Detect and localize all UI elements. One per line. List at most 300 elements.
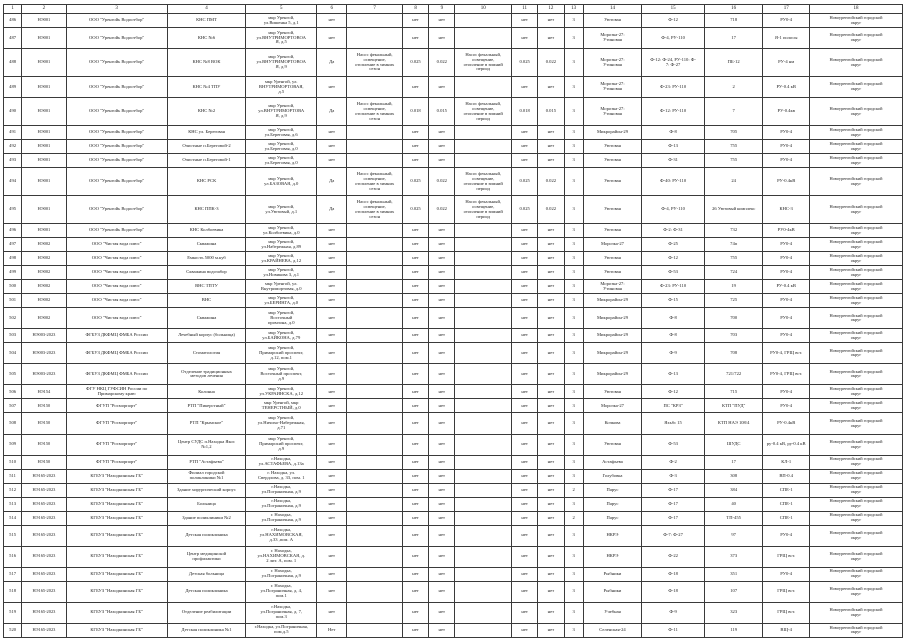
- table-cell: 3: [564, 343, 583, 364]
- table-cell: Новоуренгойский городской округ: [809, 581, 902, 602]
- table-row: [4, 14, 903, 28]
- table-cell: Рыбники: [583, 567, 642, 581]
- table-cell: Емкость 5000 м.куб: [167, 252, 246, 266]
- header-row: [4, 5, 903, 14]
- table-cell: Насос фекальный, освещение, отопление в зимний период: [455, 168, 512, 196]
- table-cell: Новоуренгойский городской округ: [809, 343, 902, 364]
- table-cell: мкр Уренгой, ул.Колбоевика, д.0: [246, 224, 317, 238]
- table-cell: нет: [317, 140, 347, 154]
- table-cell: 508: [4, 413, 22, 434]
- table-cell: НЭ165-2023: [22, 483, 66, 497]
- table-cell: Кочкова: [583, 413, 642, 434]
- table-cell: Новоуренгойский городской округ: [809, 497, 902, 511]
- table-cell: нет: [512, 154, 538, 168]
- table-row: [4, 196, 903, 224]
- table-cell: Ф-3: [642, 469, 705, 483]
- table-cell: Новоуренгойский городской округ: [809, 525, 902, 546]
- table-cell: мкр Уренгой, ул.БАЙКОНА, д.79: [246, 329, 317, 343]
- table-cell: [455, 329, 512, 343]
- table-cell: 3: [564, 399, 583, 413]
- table-cell: мкр Уренгой, ул.Уютовый, д.1: [246, 196, 317, 224]
- table-cell: нет: [512, 343, 538, 364]
- table-cell: ООО "Чистая вода плюс": [66, 280, 167, 294]
- table-cell: Очистные п.Береговой-2: [167, 140, 246, 154]
- table-cell: [455, 266, 512, 280]
- registry-body: [4, 5, 903, 638]
- table-cell: мкр Уренгой, Примарский проспект, д.12, пом.1: [246, 343, 317, 364]
- table-cell: г.Находка, ул.Пограничная, д. 7, пом.3: [246, 602, 317, 623]
- table-cell: НЭ150: [22, 434, 66, 455]
- table-cell: Да: [317, 49, 347, 77]
- table-cell: нет: [317, 77, 347, 98]
- table-cell: КНС ПМТ: [167, 14, 246, 28]
- table-cell: [347, 567, 403, 581]
- table-cell: нет: [429, 343, 455, 364]
- table-cell: нет: [538, 602, 564, 623]
- table-cell: ФГБУЗ ДКФМЦ ФМБА России: [66, 343, 167, 364]
- table-cell: нет: [512, 567, 538, 581]
- table-cell: нет: [402, 413, 428, 434]
- table-cell: нет: [317, 546, 347, 567]
- table-cell: нет: [402, 343, 428, 364]
- table-cell: нет: [402, 280, 428, 294]
- table-cell: [455, 399, 512, 413]
- table-cell: Детская поликлиника: [167, 581, 246, 602]
- table-cell: 0.025: [512, 49, 538, 77]
- table-cell: нет: [317, 434, 347, 455]
- table-cell: 725: [704, 294, 763, 308]
- table-cell: нет: [512, 399, 538, 413]
- table-cell: нет: [429, 28, 455, 49]
- table-cell: нет: [538, 567, 564, 581]
- table-cell: нет: [429, 77, 455, 98]
- table-cell: РУ0-4: [763, 385, 809, 399]
- table-cell: [347, 294, 403, 308]
- table-cell: г. Находка, ул.Пограничная, д.9: [246, 511, 317, 525]
- table-cell: нет: [402, 497, 428, 511]
- table-cell: ВЩ-4: [763, 623, 809, 637]
- table-cell: нет: [402, 623, 428, 637]
- table-cell: КНС №2: [167, 98, 246, 126]
- table-cell: 510: [4, 455, 22, 469]
- table-cell: Детская поликлиника: [167, 525, 246, 546]
- table-cell: нет: [512, 385, 538, 399]
- table-cell: Центр медицинской профилактики: [167, 546, 246, 567]
- table-cell: РУ0-4: [763, 329, 809, 343]
- table-cell: 511: [4, 469, 22, 483]
- table-cell: нет: [538, 399, 564, 413]
- table-cell: мкр Уренгой, ул.БЕРИНГА, д.0: [246, 294, 317, 308]
- table-cell: нет: [317, 455, 347, 469]
- table-cell: Новоуренгойский городской округ: [809, 238, 902, 252]
- table-row: [4, 252, 903, 266]
- table-cell: нет: [429, 385, 455, 399]
- table-cell: КГБУЗ "Находкинская ГБ": [66, 469, 167, 483]
- table-cell: НЭ002: [22, 252, 66, 266]
- table-cell: 3: [564, 434, 583, 455]
- table-cell: [455, 154, 512, 168]
- table-cell: Парус: [583, 511, 642, 525]
- table-cell: нет: [512, 581, 538, 602]
- table-row: [4, 483, 903, 497]
- table-cell: 0.022: [538, 196, 564, 224]
- table-cell: Ф-17: [642, 511, 705, 525]
- table-cell: РУ-0.4 кВ: [763, 77, 809, 98]
- table-cell: мкр Уренгой, ул. Внутримортовая, д.0: [246, 280, 317, 294]
- table-cell: 493: [4, 154, 22, 168]
- table-cell: нет: [429, 623, 455, 637]
- table-cell: нет: [429, 154, 455, 168]
- table-cell: [347, 14, 403, 28]
- table-row: [4, 623, 903, 637]
- table-cell: РУ0-4, ГРЩ вст.: [763, 364, 809, 385]
- table-cell: Новоуренгойский городской округ: [809, 266, 902, 280]
- table-cell: 0.025: [402, 168, 428, 196]
- table-cell: [455, 308, 512, 329]
- table-cell: 489: [4, 77, 22, 98]
- table-cell: [347, 623, 403, 637]
- table-cell: Ф-31: [642, 154, 705, 168]
- column-header: 3: [66, 5, 167, 14]
- table-cell: НЭ165-2023: [22, 623, 66, 637]
- column-header: 7: [347, 5, 403, 14]
- table-cell: нет: [512, 434, 538, 455]
- table-cell: Ф-53: [642, 434, 705, 455]
- table-cell: 2: [564, 511, 583, 525]
- table-cell: 3: [564, 28, 583, 49]
- table-cell: 26 Уютовый комплекс: [704, 196, 763, 224]
- table-cell: нет: [402, 364, 428, 385]
- table-row: [4, 154, 903, 168]
- table-cell: РУ0-4кВ: [763, 224, 809, 238]
- table-cell: нет: [538, 252, 564, 266]
- table-row: [4, 140, 903, 154]
- table-cell: [455, 469, 512, 483]
- table-cell: [455, 483, 512, 497]
- table-cell: Новоуренгойский городской округ: [809, 140, 902, 154]
- table-cell: Морозка-27: [583, 399, 642, 413]
- table-cell: нет: [429, 280, 455, 294]
- table-cell: НЭ002: [22, 266, 66, 280]
- table-cell: РУ0-4: [763, 14, 809, 28]
- table-cell: нет: [538, 434, 564, 455]
- table-cell: нет: [317, 28, 347, 49]
- table-cell: СПЕ-1: [763, 511, 809, 525]
- table-cell: нет: [429, 497, 455, 511]
- table-cell: СПЕ-1: [763, 497, 809, 511]
- table-cell: Яхьбс 15: [642, 413, 705, 434]
- table-cell: РТП "Астафьева": [167, 455, 246, 469]
- table-cell: ВНС ТПТУ: [167, 280, 246, 294]
- column-header: 10: [455, 5, 512, 14]
- table-cell: нет: [512, 455, 538, 469]
- table-cell: 3: [564, 469, 583, 483]
- table-cell: ООО "Чистая вода плюс": [66, 266, 167, 280]
- table-cell: 501: [4, 294, 22, 308]
- table-cell: Новоуренгойский городской округ: [809, 224, 902, 238]
- table-cell: НЭ165-2023: [22, 469, 66, 483]
- table-cell: КГБУЗ "Находкинская ГБ": [66, 511, 167, 525]
- table-cell: Новоуренгойский городской округ: [809, 280, 902, 294]
- table-cell: нет: [402, 469, 428, 483]
- table-cell: [455, 364, 512, 385]
- table-cell: [455, 238, 512, 252]
- column-header: 9: [429, 5, 455, 14]
- table-cell: 3: [564, 168, 583, 196]
- table-cell: нет: [512, 77, 538, 98]
- table-cell: КТП "ПУД": [704, 399, 763, 413]
- table-cell: нет: [402, 483, 428, 497]
- table-cell: нет: [402, 308, 428, 329]
- table-row: [4, 280, 903, 294]
- table-cell: нет: [538, 294, 564, 308]
- table-cell: РУ0-4: [763, 525, 809, 546]
- table-cell: 732: [704, 224, 763, 238]
- table-cell: нет: [402, 385, 428, 399]
- table-cell: НЭ165-2023: [22, 525, 66, 546]
- table-cell: нет: [538, 483, 564, 497]
- table-row: [4, 224, 903, 238]
- table-cell: 705: [704, 126, 763, 140]
- table-cell: мкр Уренгой, ул.Береговая, д.6: [246, 126, 317, 140]
- table-cell: [455, 434, 512, 455]
- table-cell: мкр Уренгой, ул.КРАЙНЕВА, д.12: [246, 252, 317, 266]
- table-cell: мкр Уренгой, ул.ВНУТРИМОРТОВОА Я, д.9: [246, 49, 317, 77]
- table-cell: НЭ003-2023: [22, 329, 66, 343]
- table-cell: [347, 483, 403, 497]
- table-cell: нет: [538, 224, 564, 238]
- column-header: 17: [763, 5, 809, 14]
- table-cell: 308: [704, 469, 763, 483]
- table-cell: нет: [317, 154, 347, 168]
- table-cell: нет: [429, 546, 455, 567]
- table-cell: НЭ165-2023: [22, 497, 66, 511]
- table-cell: 490: [4, 98, 22, 126]
- table-cell: НЭ001: [22, 77, 66, 98]
- table-cell: ГРЩ вст.: [763, 602, 809, 623]
- table-cell: 119: [704, 623, 763, 637]
- table-cell: 3: [564, 413, 583, 434]
- table-cell: Насос фекальный, освещение, отопление в зимний период: [455, 49, 512, 77]
- table-cell: 3: [564, 581, 583, 602]
- table-cell: нет: [429, 399, 455, 413]
- table-cell: 519: [4, 602, 22, 623]
- table-cell: 3: [564, 140, 583, 154]
- table-cell: нет: [317, 567, 347, 581]
- table-row: [4, 385, 903, 399]
- table-cell: 492: [4, 140, 22, 154]
- table-cell: [347, 77, 403, 98]
- table-cell: НЭ003-2023: [22, 343, 66, 364]
- table-cell: [347, 581, 403, 602]
- table-cell: Скважина: [167, 308, 246, 329]
- table-cell: 721/722: [704, 364, 763, 385]
- column-header: 13: [564, 5, 583, 14]
- table-cell: нет: [538, 511, 564, 525]
- table-cell: ФГБУЗ ДКФМЦ ФМБА России: [66, 329, 167, 343]
- table-cell: Голубовка: [583, 469, 642, 483]
- table-row: [4, 525, 903, 546]
- table-cell: Уютовая: [583, 266, 642, 280]
- table-cell: [347, 455, 403, 469]
- table-row: [4, 238, 903, 252]
- table-cell: Ф-4, РУ-110: [642, 196, 705, 224]
- table-cell: [347, 140, 403, 154]
- table-cell: КНС Колбоевика: [167, 224, 246, 238]
- table-cell: нет: [512, 497, 538, 511]
- table-cell: [347, 497, 403, 511]
- table-cell: [455, 252, 512, 266]
- table-cell: РУ-0.4кВ: [763, 413, 809, 434]
- table-cell: нет: [429, 413, 455, 434]
- table-cell: Ф-12: Ф-24, РУ-110: Ф- 7: Ф-27: [642, 49, 705, 77]
- table-cell: ООО "Уренгойь Водоотбор": [66, 168, 167, 196]
- table-cell: нет: [429, 511, 455, 525]
- table-cell: 755: [704, 154, 763, 168]
- table-cell: нет: [512, 623, 538, 637]
- table-cell: Насос фекальный, освещение, отопление в зимний период: [455, 98, 512, 126]
- table-cell: 518: [4, 581, 22, 602]
- table-cell: Здание поликлиники №2: [167, 511, 246, 525]
- table-cell: [455, 77, 512, 98]
- table-row: [4, 266, 903, 280]
- table-cell: НЭ001: [22, 28, 66, 49]
- table-cell: [347, 525, 403, 546]
- table-cell: Ф-25: [642, 238, 705, 252]
- table-cell: нет: [512, 308, 538, 329]
- table-cell: нет: [402, 399, 428, 413]
- column-header: 14: [583, 5, 642, 14]
- table-cell: НЭ165-2023: [22, 602, 66, 623]
- table-cell: Ф-12: [642, 385, 705, 399]
- table-cell: 506: [4, 385, 22, 399]
- table-cell: 3: [564, 14, 583, 28]
- table-cell: ООО "Чистая вода плюс": [66, 308, 167, 329]
- table-cell: нет: [429, 140, 455, 154]
- table-cell: нет: [512, 252, 538, 266]
- table-cell: [455, 602, 512, 623]
- table-cell: РУ-0.4кв: [763, 98, 809, 126]
- table-cell: Новоуренгойский городской округ: [809, 196, 902, 224]
- table-cell: нет: [512, 602, 538, 623]
- table-cell: НЭ165-2023: [22, 546, 66, 567]
- table-cell: Астафьева: [583, 455, 642, 469]
- table-row: [4, 511, 903, 525]
- table-cell: нет: [402, 455, 428, 469]
- column-header: 11: [512, 5, 538, 14]
- table-cell: [347, 308, 403, 329]
- table-cell: ФГУП "Росморпорт": [66, 434, 167, 455]
- table-cell: 0.025: [402, 196, 428, 224]
- table-cell: нет: [512, 28, 538, 49]
- table-cell: Отделение традиционных методов лечения: [167, 364, 246, 385]
- table-cell: Ф-8: [642, 126, 705, 140]
- table-cell: [347, 385, 403, 399]
- table-cell: Новоуренгойский городской округ: [809, 455, 902, 469]
- table-cell: 3: [564, 238, 583, 252]
- table-cell: 503: [4, 329, 22, 343]
- table-cell: РУ0-4: [763, 266, 809, 280]
- table-cell: 505: [4, 364, 22, 385]
- table-cell: Уютовая: [583, 168, 642, 196]
- table-cell: [347, 238, 403, 252]
- table-cell: нет: [402, 434, 428, 455]
- table-cell: НЭ150: [22, 399, 66, 413]
- column-header: 6: [317, 5, 347, 14]
- table-cell: мкр Уренгой, ул.Ничихо-Набережная, д.71: [246, 413, 317, 434]
- table-cell: НЭ001: [22, 196, 66, 224]
- table-cell: НЭ165-2023: [22, 511, 66, 525]
- table-cell: Морозка-27: Утиновая: [583, 280, 642, 294]
- table-cell: Морозка-27: Утиновая: [583, 49, 642, 77]
- table-cell: 3: [564, 77, 583, 98]
- table-cell: нет: [512, 511, 538, 525]
- table-cell: НЭ001: [22, 98, 66, 126]
- table-cell: ООО "Уренгойь Водоотбор": [66, 196, 167, 224]
- table-cell: Парус: [583, 497, 642, 511]
- table-cell: нет: [512, 140, 538, 154]
- column-header: 5: [246, 5, 317, 14]
- table-cell: Новоуренгойский городской округ: [809, 469, 902, 483]
- column-header: 4: [167, 5, 246, 14]
- table-cell: Здание хирургический корпус: [167, 483, 246, 497]
- registry-table: [3, 4, 903, 638]
- table-row: [4, 343, 903, 364]
- table-cell: нет: [429, 224, 455, 238]
- table-cell: 494: [4, 168, 22, 196]
- table-cell: ШУДС: [704, 434, 763, 455]
- table-cell: ООО "Уренгойь Водоотбор": [66, 224, 167, 238]
- table-cell: Да: [317, 168, 347, 196]
- table-cell: 755: [704, 252, 763, 266]
- table-cell: нет: [429, 455, 455, 469]
- table-cell: Да: [317, 196, 347, 224]
- table-cell: 496: [4, 224, 22, 238]
- table-cell: Ф-17: [642, 483, 705, 497]
- table-cell: нет: [429, 469, 455, 483]
- table-cell: нет: [402, 126, 428, 140]
- table-cell: РТП "Крымское": [167, 413, 246, 434]
- table-cell: Парус: [583, 483, 642, 497]
- table-cell: ГРЩ вст.: [763, 581, 809, 602]
- table-cell: 0.018: [512, 98, 538, 126]
- table-cell: нет: [317, 581, 347, 602]
- column-header: 8: [402, 5, 428, 14]
- table-cell: нет: [512, 266, 538, 280]
- table-cell: нет: [317, 602, 347, 623]
- table-cell: [455, 28, 512, 49]
- column-header: 2: [22, 5, 66, 14]
- table-cell: Ф-9: [642, 602, 705, 623]
- table-cell: Ф-23: РУ-110: [642, 77, 705, 98]
- table-cell: нет: [538, 413, 564, 434]
- table-cell: [347, 266, 403, 280]
- table-cell: [455, 14, 512, 28]
- table-cell: нет: [402, 154, 428, 168]
- table-cell: ООО "Уренгойь Водоотбор": [66, 28, 167, 49]
- table-cell: 0.015: [429, 98, 455, 126]
- table-cell: 0.025: [512, 196, 538, 224]
- table-cell: [347, 602, 403, 623]
- table-cell: НЭ001: [22, 140, 66, 154]
- table-cell: Новоуренгойский городской округ: [809, 623, 902, 637]
- table-cell: нет: [402, 238, 428, 252]
- column-header: 1: [4, 5, 22, 14]
- table-cell: [347, 224, 403, 238]
- table-cell: нет: [538, 364, 564, 385]
- table-cell: нет: [317, 308, 347, 329]
- table-cell: 3: [564, 497, 583, 511]
